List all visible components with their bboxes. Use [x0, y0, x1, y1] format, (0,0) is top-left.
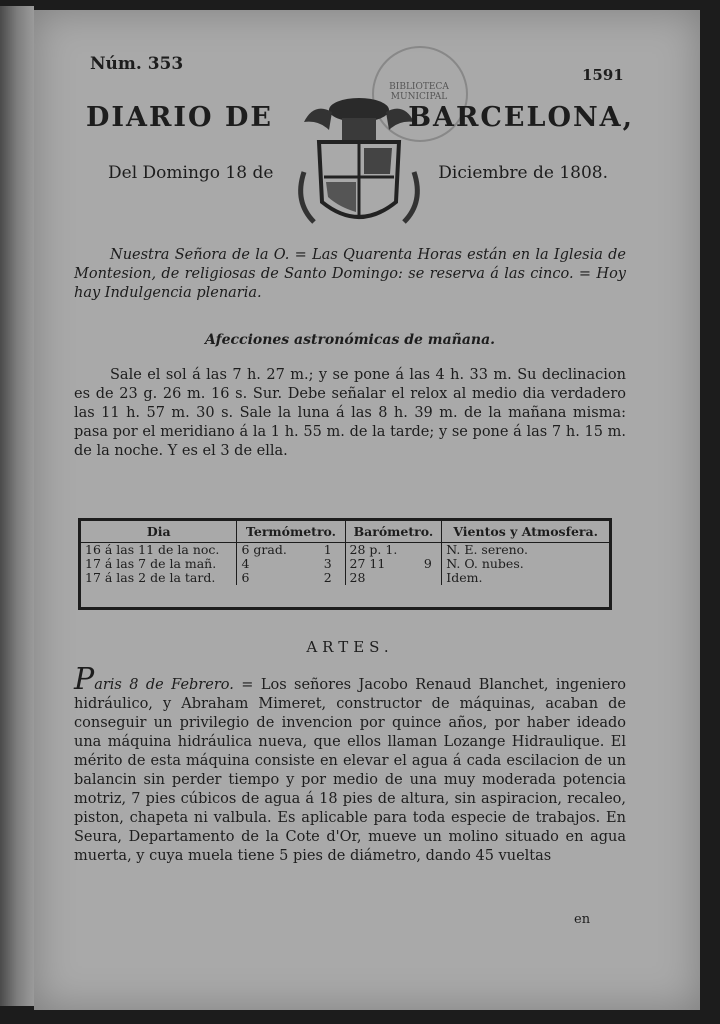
masthead	[86, 102, 634, 133]
book-spine	[0, 6, 34, 1006]
cell-baro-frac	[420, 543, 442, 558]
astronomy-text: Sale el sol á las 7 h. 27 m.; y se pone á las 4 h. 33 m. Su declinacion es de 23 g. 26 m. 16 s. Sur. Debe señalar el relox al medio dia verdadero las 11 h. 57 m. 30 s. Sale la luna á las 8 h. 39 m. de la mañana misma: pasa por el meridiano á la 1 h. 55 m. de la tarde; y se pone á las 7 h. 15 m. de la noche. Y es el 3 de ella.	[74, 367, 626, 459]
cell-dia: 16 á las 11 de la noc.	[85, 542, 220, 557]
astronomy-heading: Afecciones astronómicas de mañana.	[204, 332, 496, 348]
cell-termo-frac: 1	[323, 542, 332, 557]
masthead-left: DIARIO DE	[86, 102, 273, 133]
religious-notice: Nuestra Señora de la O. = Las Quarenta Horas están en la Iglesia de Montesion, de religiosas de Santo Domingo: se reserva á las cinco. = Hoy hay Indulgencia plenaria.	[74, 247, 626, 301]
table-row	[81, 543, 609, 558]
cell-baro: 27 11	[345, 557, 420, 571]
cell-termo-frac: 3	[323, 556, 332, 571]
date-left: Del Domingo 18 de	[108, 163, 274, 183]
table-row	[81, 571, 609, 585]
date-right: Diciembre de 1808.	[438, 163, 608, 183]
cell-dia: 17 á las 7 de la mañ.	[85, 556, 217, 571]
cell-vientos: N. E. sereno.	[442, 543, 609, 558]
drop-cap: P	[74, 662, 95, 697]
col-header-dia: Dia	[81, 521, 237, 543]
col-header-barometro: Barómetro.	[345, 521, 442, 543]
cell-termo: 6	[237, 571, 320, 585]
arts-article	[74, 662, 626, 866]
arts-lead: aris 8 de Febrero.	[94, 677, 234, 693]
cell-termo: 6 grad.	[237, 543, 320, 558]
page-number: 1591	[582, 66, 624, 84]
col-header-termometro: Termómetro.	[237, 521, 345, 543]
cell-vientos: Idem.	[442, 571, 609, 585]
cell-termo-frac: 2	[323, 570, 332, 585]
cell-termo: 4	[237, 557, 320, 571]
table-row	[81, 557, 609, 571]
cell-baro-frac: 9	[423, 556, 432, 571]
issue-number: Núm. 353	[90, 54, 184, 74]
cell-baro-frac	[420, 571, 442, 585]
cell-dia: 17 á las 2 de la tard.	[85, 570, 216, 585]
continuation-word: en	[574, 912, 591, 927]
weather-table	[78, 518, 612, 610]
col-header-vientos: Vientos y Atmosfera.	[442, 521, 609, 543]
arts-text: = Los señores Jacobo Renaud Blanchet, ingeniero hidráulico, y Abraham Mimeret, constructor de máquinas, acaban de conseguir un privilegio de invencion por quince años, por haber ideado una máquina hidráulica nueva, que ellos llaman Lozange Hidraulique. El mérito de esta máquina consiste en elevar el agua á cada escilacion de un balancin sin perder tiempo y por medio de una muy moderada potencia motriz, 7 pies cúbicos de agua á 18 pies de altura, sin aspiracion, recaleo, piston, chapeta ni valbula. Es aplicable para toda especie de trabajos. En Seura, Departamento de la Cote d'Or, mueve un molino situado en agua muerta, y cuya muela tiene 5 pies de diámetro, dando 45 vueltas	[74, 677, 626, 864]
cell-baro: 28 p. 1.	[345, 543, 420, 558]
masthead-right: BARCELONA,	[408, 102, 634, 133]
newspaper-page	[34, 10, 700, 1010]
dateline	[108, 163, 608, 183]
cell-baro: 28	[345, 571, 420, 585]
cell-vientos: N. O. nubes.	[442, 557, 609, 571]
arts-heading: ARTES.	[306, 638, 394, 656]
library-stamp-text: BIBLIOTECA MUNICIPAL	[389, 82, 449, 102]
